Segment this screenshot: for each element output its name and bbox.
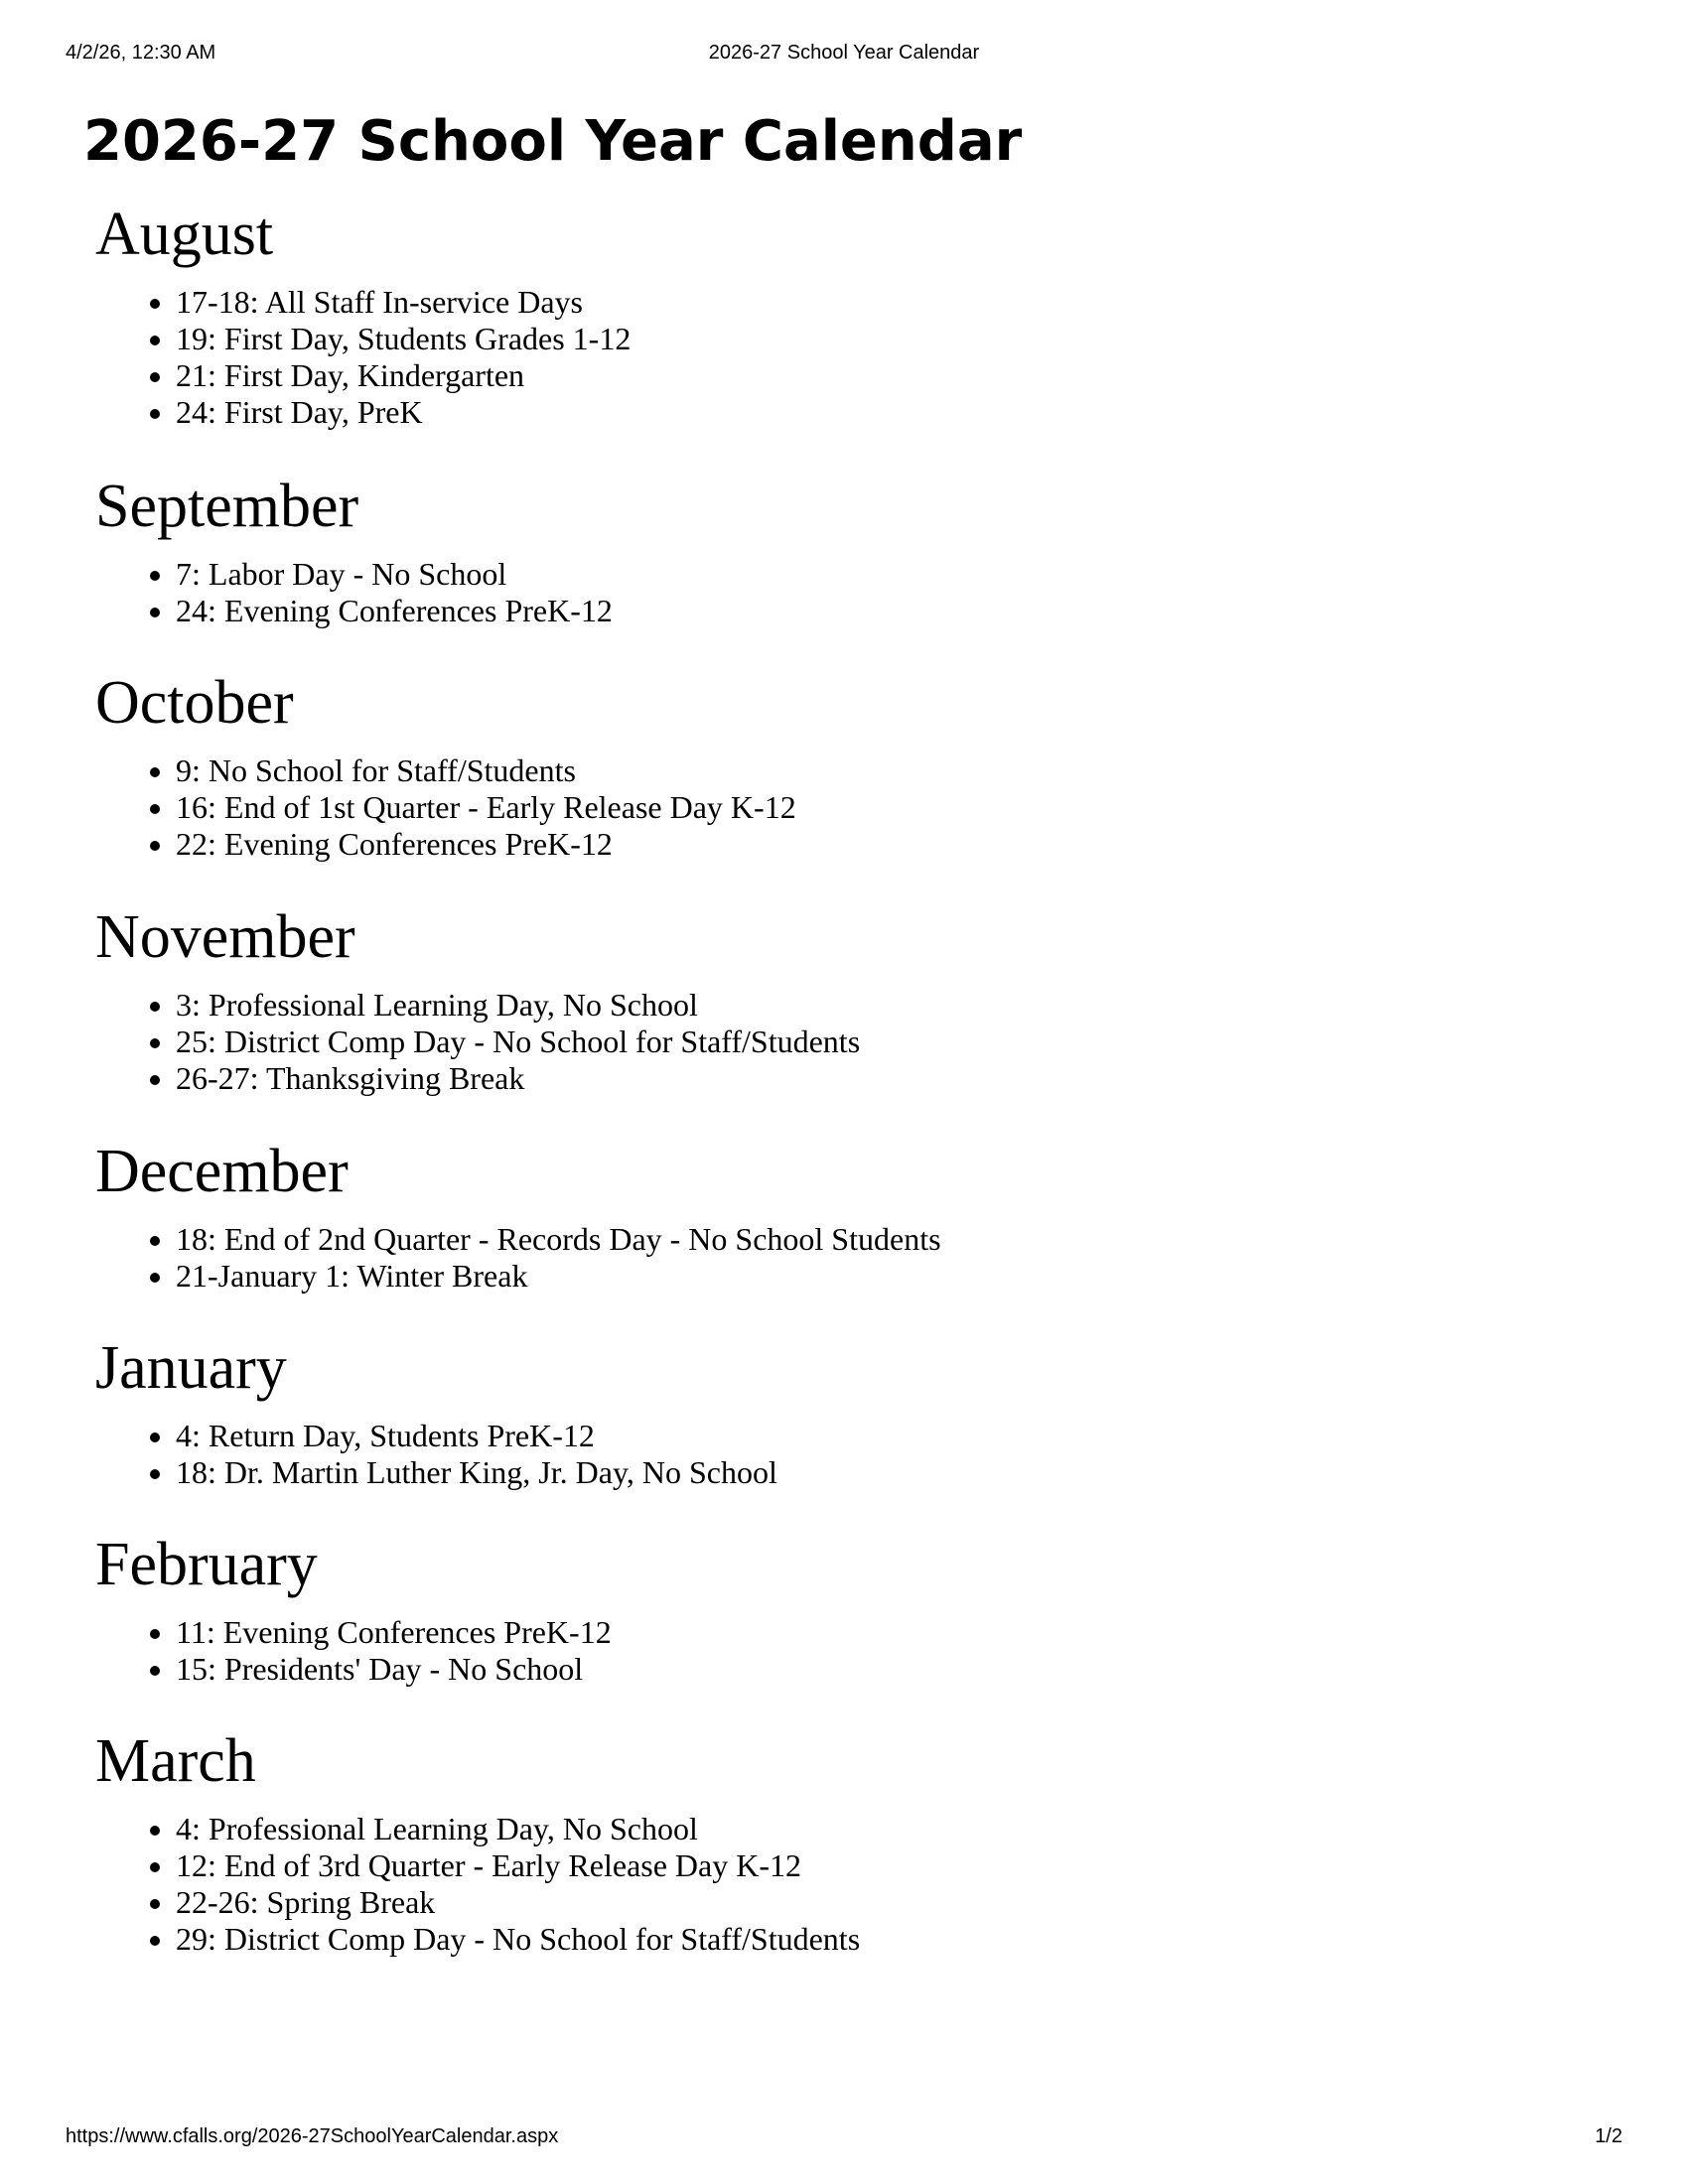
- month-section-january: [95, 1332, 777, 1491]
- event-list: [95, 752, 796, 863]
- event-item: • 24: Evening Conferences PreK-12: [176, 593, 613, 629]
- event-item: • 16: End of 1st Quarter - Early Release Day K-12: [176, 789, 796, 826]
- month-section-december: [95, 1136, 941, 1295]
- print-header-datetime: 4/2/26, 12:30 AM: [66, 42, 216, 64]
- event-item: • 18: Dr. Martin Luther King, Jr. Day, No School: [176, 1454, 777, 1491]
- event-item: • 26-27: Thanksgiving Break: [176, 1060, 860, 1097]
- month-heading: August: [95, 201, 274, 268]
- event-item: • 11: Evening Conferences PreK-12: [176, 1614, 612, 1651]
- month-heading: October: [95, 669, 294, 737]
- month-section-august: [95, 199, 631, 431]
- month-section-march: [95, 1725, 860, 1958]
- event-list: [95, 556, 613, 629]
- month-heading: December: [95, 1138, 349, 1205]
- month-section-november: [95, 901, 860, 1097]
- event-item: • 21-January 1: Winter Break: [176, 1258, 941, 1295]
- event-item: • 7: Labor Day - No School: [176, 556, 613, 593]
- event-item: • 15: Presidents' Day - No School: [176, 1651, 612, 1688]
- month-heading: March: [95, 1727, 256, 1795]
- month-section-february: [95, 1529, 612, 1688]
- event-item: • 25: District Comp Day - No School for Staff/Students: [176, 1024, 860, 1060]
- event-item: • 9: No School for Staff/Students: [176, 752, 796, 789]
- event-item: • 4: Professional Learning Day, No School: [176, 1811, 860, 1847]
- event-item: • 3: Professional Learning Day, No School: [176, 987, 860, 1024]
- event-item: • 29: District Comp Day - No School for Staff/Students: [176, 1921, 860, 1958]
- event-list: [95, 1418, 777, 1491]
- month-heading: September: [95, 473, 359, 540]
- event-list: [95, 284, 631, 431]
- event-item: • 19: First Day, Students Grades 1-12: [176, 321, 631, 357]
- event-item: • 17-18: All Staff In-service Days: [176, 284, 631, 321]
- page-title: 2026-27 School Year Calendar: [83, 109, 1023, 174]
- event-item: • 21: First Day, Kindergarten: [176, 357, 631, 394]
- event-list: [95, 1614, 612, 1688]
- month-heading: November: [95, 903, 355, 971]
- event-list: [95, 1811, 860, 1958]
- print-footer-url: https://www.cfalls.org/2026-27SchoolYearCalendar.aspx: [66, 2125, 559, 2147]
- event-list: [95, 1221, 941, 1295]
- print-header-title: 2026-27 School Year Calendar: [708, 42, 980, 64]
- event-item: • 18: End of 2nd Quarter - Records Day - No School Students: [176, 1221, 941, 1258]
- event-list: [95, 987, 860, 1097]
- print-footer-page-number: 1/2: [1595, 2125, 1622, 2147]
- event-item: • 12: End of 3rd Quarter - Early Release Day K-12: [176, 1847, 860, 1884]
- event-item: • 22: Evening Conferences PreK-12: [176, 826, 796, 863]
- month-heading: February: [95, 1531, 318, 1598]
- event-item: • 22-26: Spring Break: [176, 1884, 860, 1921]
- month-heading: January: [95, 1334, 287, 1402]
- event-item: • 24: First Day, PreK: [176, 394, 631, 431]
- month-section-september: [95, 471, 613, 629]
- event-item: • 4: Return Day, Students PreK-12: [176, 1418, 777, 1454]
- month-section-october: [95, 667, 796, 863]
